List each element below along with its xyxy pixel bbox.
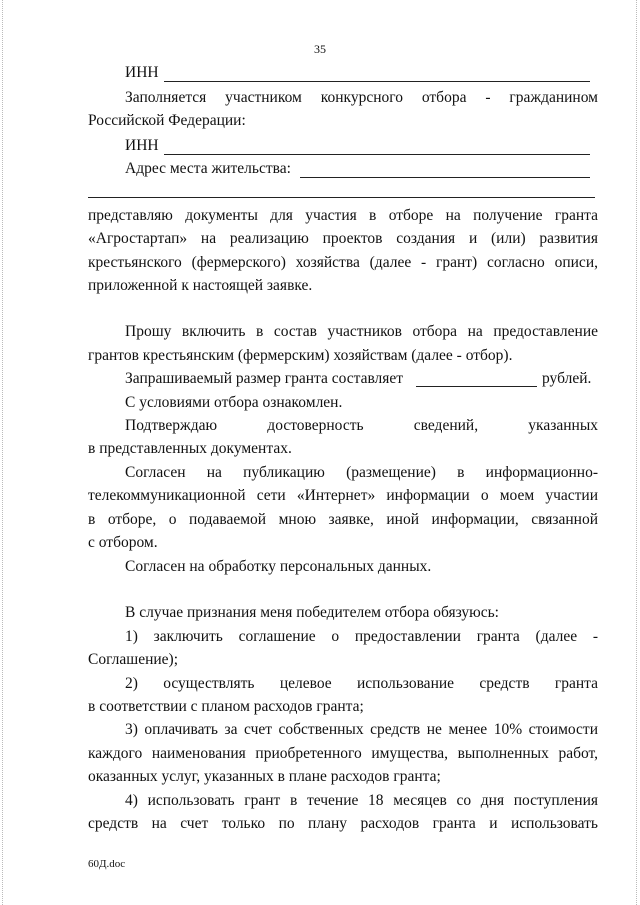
confirm-line2: в представленных документах. — [88, 440, 292, 457]
obligation3-line3: оказанных услуг, указанных в плане расходов гранта; — [88, 768, 441, 785]
para1-line3: крестьянского (фермерского) хозяйства (далее - грант) согласно описи, — [88, 254, 598, 271]
citizen-note-line2: Российской Федерации: — [88, 112, 246, 129]
address-field[interactable] — [300, 177, 590, 178]
obligations-intro: В случае признания меня победителем отбора обязуюсь: — [125, 604, 499, 621]
publication-line3: в отборе, о подаваемой мною заявке, иной информации, связанной — [88, 511, 598, 528]
grant-currency: рублей. — [542, 370, 592, 387]
publication-line2: телекоммуникационной сети «Интернет» информации о моем участии — [88, 487, 598, 504]
conditions-text: С условиями отбора ознакомлен. — [125, 394, 343, 411]
inn-label: ИНН — [125, 64, 159, 81]
footer-filename: 60Д.doc — [88, 858, 126, 870]
para1-line4: приложенной к настоящей заявке. — [88, 277, 313, 294]
para2-line1: Прошу включить в состав участников отбора на предоставление — [125, 323, 598, 340]
obligation1-line2: Соглашение); — [88, 651, 179, 668]
citizen-note-line1: Заполняется участником конкурсного отбора - гражданином — [125, 89, 598, 106]
publication-line4: с отбором. — [88, 534, 158, 551]
para1-line2: «Агростартап» на реализацию проектов создания и (или) развития — [88, 230, 598, 247]
page-edge-right — [636, 0, 637, 905]
obligation3-line1: 3) оплачивать за счет собственных средств не менее 10% стоимости — [125, 721, 598, 738]
obligation3-line2: каждого наименования приобретенного имущества, выполненных работ, — [88, 745, 598, 762]
para2-line2: грантов крестьянским (фермерским) хозяйствам (далее - отбор). — [88, 347, 513, 364]
address-label: Адрес места жительства: — [125, 160, 291, 177]
inn-label-2: ИНН — [125, 137, 159, 154]
confirm-line1: Подтверждаю достоверность сведений, указанных — [125, 417, 598, 434]
obligation4-line1: 4) использовать грант в течение 18 месяцев со дня поступления — [125, 792, 598, 809]
inn-field-2[interactable] — [164, 154, 590, 155]
page-number: 35 — [314, 42, 326, 56]
obligation1-line1: 1) заключить соглашение о предоставлении гранта (далее - — [125, 628, 598, 645]
para1-line1: представляю документы для участия в отборе на получение гранта — [88, 207, 598, 224]
obligation2-line1: 2) осуществлять целевое использование средств гранта — [125, 675, 598, 692]
inn-field[interactable] — [164, 81, 590, 82]
publication-line1: Согласен на публикацию (размещение) в информационно- — [125, 464, 598, 481]
obligation2-line2: в соответствии с планом расходов гранта; — [88, 698, 364, 715]
personal-data-consent: Согласен на обработку персональных данных. — [125, 558, 432, 575]
grant-amount-field[interactable] — [416, 386, 537, 387]
grant-size-label: Запрашиваемый размер гранта составляет — [125, 370, 404, 387]
obligation4-line2: средств на счет только по плану расходов гранта и использовать — [88, 815, 598, 832]
address-field-continued[interactable] — [88, 197, 595, 198]
page-edge-left — [2, 0, 3, 905]
